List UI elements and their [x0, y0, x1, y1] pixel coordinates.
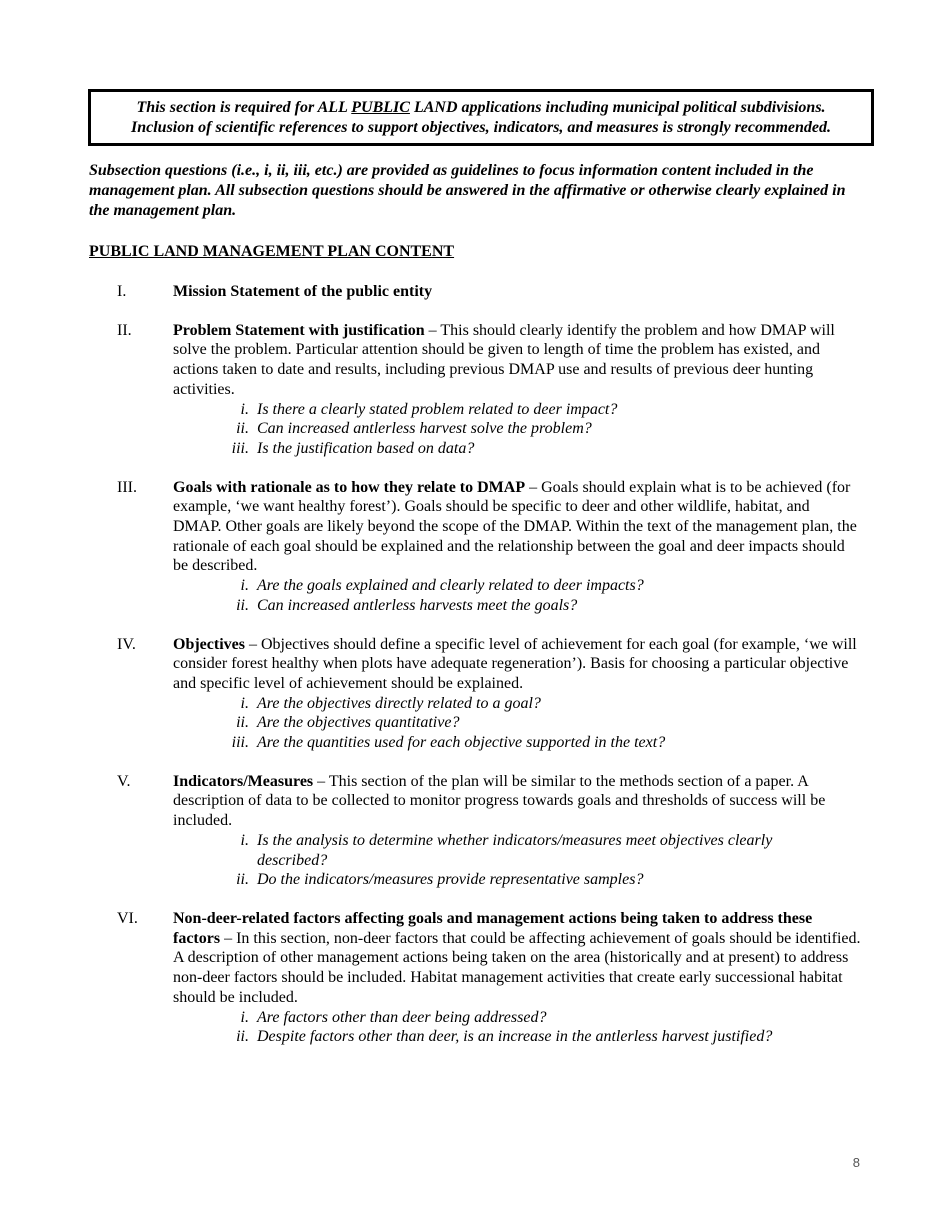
question-number: ii. — [236, 420, 249, 438]
plan-section — [117, 478, 862, 616]
section-title: Mission Statement of the public entity — [173, 283, 433, 300]
subsection-guidelines-paragraph: Subsection questions (i.e., i, ii, iii, etc.) are provided as guidelines to focus information content included in the management plan. All subsection questions should be answered in the affirmative or otherwise clearly explained in the management plan. — [89, 162, 846, 219]
list-item — [173, 400, 813, 420]
section-number: IV. — [117, 635, 136, 653]
notice-public-underlined: PUBLIC — [351, 99, 410, 116]
list-item — [173, 1008, 813, 1028]
notice-line-1-after: LAND applications including municipal political subdivisions. — [409, 99, 826, 116]
subsection-questions — [173, 400, 861, 459]
section-body — [173, 282, 861, 302]
section-number: I. — [117, 283, 127, 300]
section-title: Objectives — [173, 635, 245, 653]
section-text: – This should clearly identify the problem and how DMAP will solve the problem. Particular attention should be given to length of time the problem has existed, and actions taken to date and results, including previous DMAP use and results of previous deer hunting activities. — [173, 321, 835, 398]
subsection-questions — [173, 831, 861, 890]
section-number: II. — [117, 321, 132, 339]
plan-section — [117, 321, 862, 459]
notice-line-2: Inclusion of scientific references to support objectives, indicators, and measures is strongly recommended. — [131, 119, 831, 136]
section-text: – Objectives should define a specific level of achievement for each goal (for example, ‘we will consider forest healthy when plots have adequate regeneration’). Basis for choosing a particular objective and specific level of achievement should be explained. — [173, 635, 857, 692]
list-item — [173, 576, 813, 596]
plan-section — [117, 772, 862, 890]
section-paragraph — [173, 321, 861, 400]
section-text: – Goals should explain what is to be achieved (for example, ‘we want healthy forest’). Goals should be specific to deer and other wildlife, habitat, and DMAP. Other goals are likely beyond the scope of the DMAP. Within the text of the management plan, the rationale of each goal should be explained and the relationship between the goal and deer impacts should be described. — [173, 478, 857, 575]
plan-section — [117, 909, 862, 1047]
section-number: V. — [117, 772, 131, 790]
list-item — [173, 596, 813, 616]
section-title: Goals with rationale as to how they relate to DMAP — [173, 478, 526, 496]
list-item — [173, 733, 813, 753]
section-body — [173, 772, 861, 890]
subsection-questions — [173, 1008, 861, 1047]
list-item — [173, 713, 813, 733]
question-number: iii. — [231, 734, 249, 752]
question-number: ii. — [236, 1028, 249, 1046]
list-item — [173, 694, 813, 714]
question-text: Are the quantities used for each objective supported in the text? — [257, 734, 666, 752]
section-body — [173, 478, 861, 616]
question-number: i. — [240, 577, 249, 595]
question-text: Are the objectives quantitative? — [257, 714, 460, 732]
question-text: Is there a clearly stated problem related to deer impact? — [257, 400, 618, 418]
question-text: Is the justification based on data? — [257, 439, 475, 457]
section-body — [173, 909, 861, 1047]
section-paragraph — [173, 282, 861, 302]
question-number: i. — [240, 831, 249, 849]
page-number: 8 — [852, 1155, 860, 1170]
subsection-questions — [173, 694, 861, 753]
section-text: – This section of the plan will be similar to the methods section of a paper. A description of data to be collected to monitor progress towards goals and thresholds of success will be included. — [173, 772, 826, 830]
section-title: Indicators/Measures — [173, 772, 314, 790]
question-number: i. — [240, 1008, 249, 1026]
question-text: Can increased antlerless harvests meet the goals? — [257, 596, 578, 614]
plan-section — [117, 282, 862, 302]
section-text: – In this section, non-deer factors that could be affecting achievement of goals should be identified. A description of other management actions being taken on the area (historically and at present) to address non-deer factors should be included. Habitat management activities that create early successional habitat should be included. — [173, 929, 861, 1006]
section-body — [173, 321, 861, 459]
section-paragraph — [173, 635, 861, 694]
question-text: Do the indicators/measures provide representative samples? — [257, 871, 644, 889]
question-text: Despite factors other than deer, is an increase in the antlerless harvest justified? — [257, 1028, 773, 1046]
plan-content-sections — [117, 282, 862, 1066]
page-title: PUBLIC LAND MANAGEMENT PLAN CONTENT — [89, 243, 455, 260]
question-text: Are the goals explained and clearly related to deer impacts? — [257, 577, 644, 595]
list-item — [173, 439, 813, 459]
list-item — [173, 831, 813, 870]
plan-section — [117, 635, 862, 753]
subsection-questions — [173, 576, 861, 615]
section-number: III. — [117, 478, 137, 496]
notice-line-1-before: This section is required for ALL — [136, 99, 352, 116]
question-number: i. — [240, 694, 249, 712]
notice-line-1 — [95, 98, 867, 118]
list-item — [173, 870, 813, 890]
section-paragraph — [173, 909, 861, 1008]
question-number: ii. — [236, 714, 249, 732]
question-text: Are factors other than deer being addressed? — [257, 1008, 547, 1026]
section-title: Non-deer-related factors affecting goals and management actions being taken to address these factors — [173, 909, 813, 947]
question-text: Is the analysis to determine whether indicators/measures meet objectives clearly described? — [257, 831, 773, 869]
section-number: VI. — [117, 909, 138, 927]
question-number: ii. — [236, 871, 249, 889]
question-text: Are the objectives directly related to a goal? — [257, 694, 541, 712]
section-paragraph — [173, 478, 861, 577]
section-paragraph — [173, 772, 861, 831]
question-number: iii. — [231, 439, 249, 457]
list-item — [173, 419, 813, 439]
section-title: Problem Statement with justification — [173, 321, 425, 339]
question-text: Can increased antlerless harvest solve the problem? — [257, 420, 592, 438]
list-item — [173, 1027, 813, 1047]
section-body — [173, 635, 861, 753]
question-number: i. — [240, 400, 249, 418]
public-land-notice-box — [88, 89, 874, 146]
question-number: ii. — [236, 596, 249, 614]
